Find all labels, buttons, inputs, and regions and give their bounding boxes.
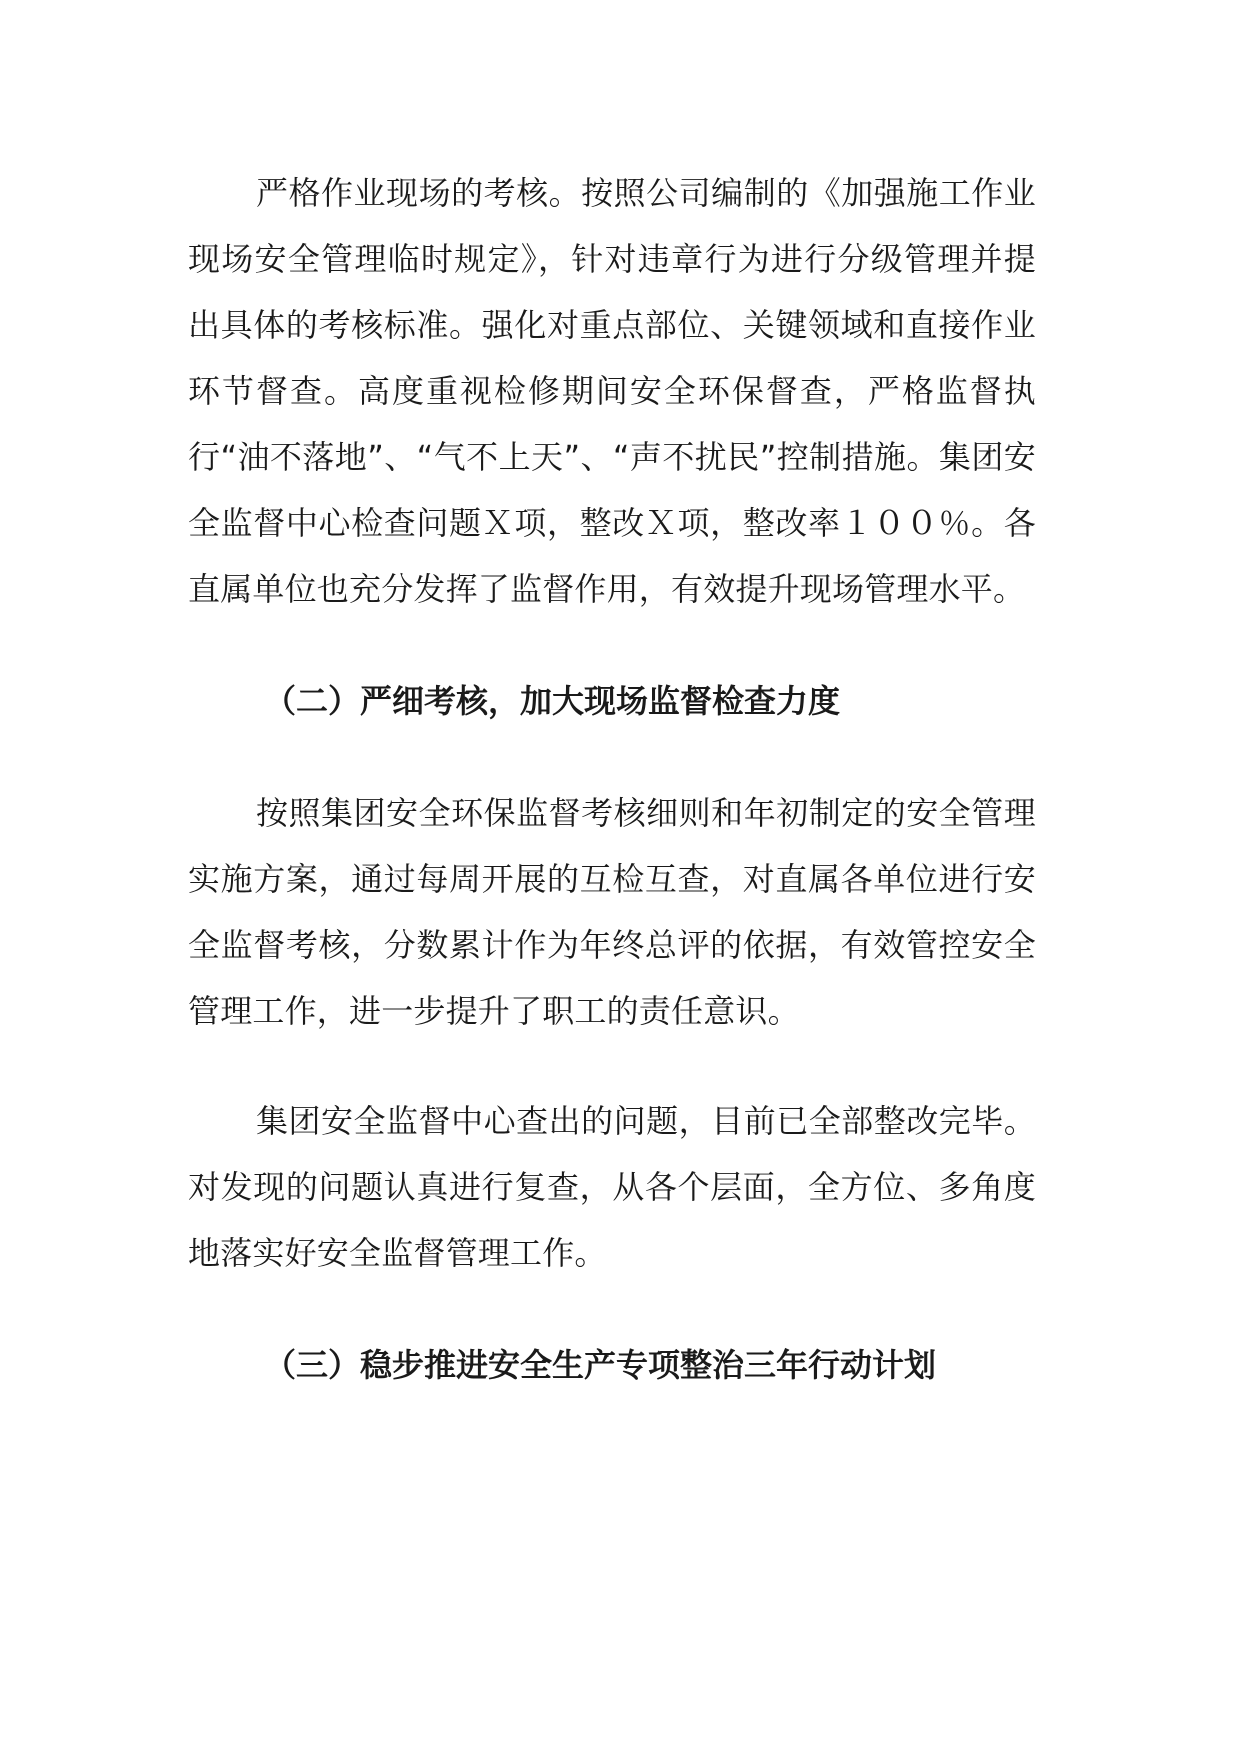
body-paragraph-supervision-assessment: 按照集团安全环保监督考核细则和年初制定的安全管理实施方案，通过每周开展的互检互查，对直属各单位进行安全监督考核，分数累计作为年终总评的依据，有效管控安全管理工作，进一步提升了职工的责任意识。: [188, 794, 1036, 1030]
body-paragraph-site-assessment: 严格作业现场的考核。按照公司编制的《加强施工作业现场安全管理临时规定》，针对违章行为进行分级管理并提出具体的考核标准。强化对重点部位、关键领域和直接作业环节督查。高度重视检修期间安全环保督查，严格监督执行“油不落地”、“气不上天”、“声不扰民”控制措施。集团安全监督中心检查问题Ｘ项，整改Ｘ项，整改率１００％。各直属单位也充分发挥了监督作用，有效提升现场管理水平。: [188, 174, 1036, 608]
section-heading-2: （二）严细考核，加大现场监督检查力度: [264, 682, 841, 720]
body-paragraph-rectification: 集团安全监督中心查出的问题，目前已全部整改完毕。对发现的问题认真进行复查，从各个层面，全方位、多角度地落实好安全监督管理工作。: [188, 1102, 1036, 1272]
section-heading-3: （三）稳步推进安全生产专项整治三年行动计划: [264, 1346, 937, 1384]
document-body: [188, 160, 1036, 1398]
